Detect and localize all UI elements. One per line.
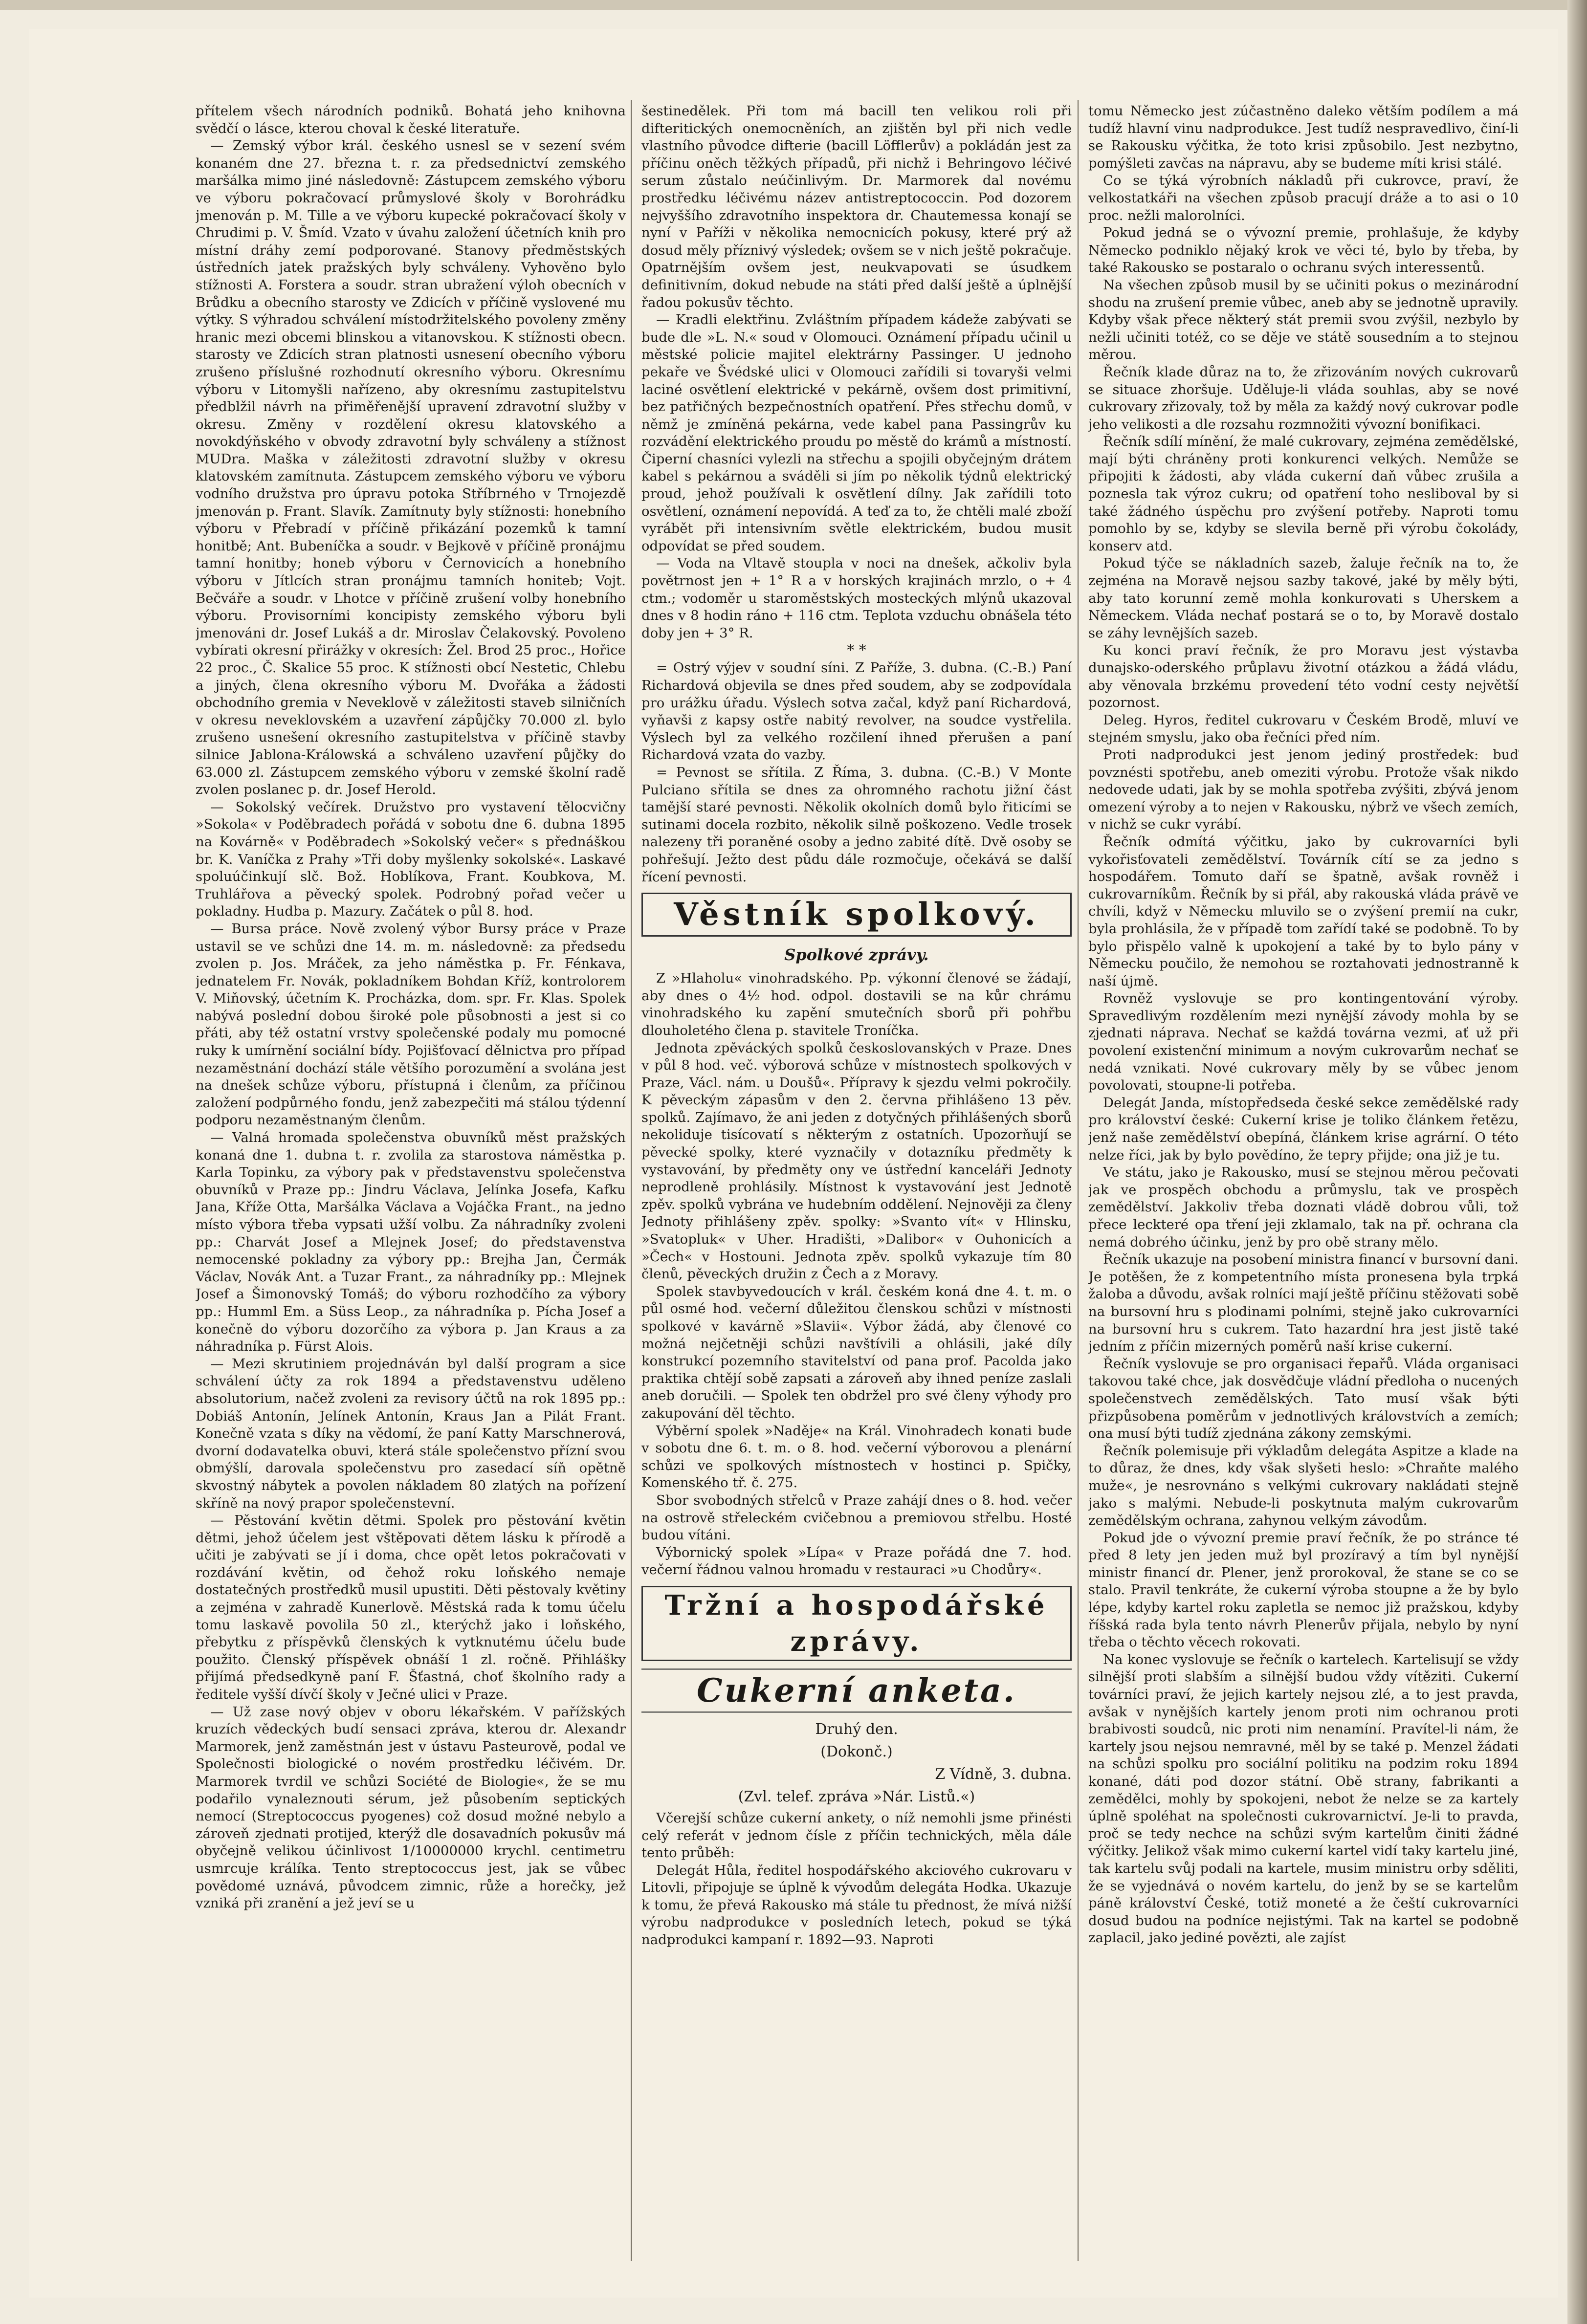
paragraph: — Valná hromada společenstva obuvníků měst pražských konaná dne 1. dubna t. r. zvolila za starostova náměstka p. Karla Topinku, za výbory pak v představenstvu společenstva obuvníků v Praze pp.: Jindru Václava, Jelínka Josefa, Kafku Jana, Kříže Otta, Maršálka Václava a Vojáčka Frant., na jedno místo výbora třeba vypsati užší volbu. Za náhradníky zvoleni pp.: Charvát Josef a Mlejnek Josef; do představenstva nemocenské pokladny za výbory pp.: Brejha Jan, Čermák Václav, Novák Ant. a Tuzar Frant., za náhradníky pp.: Mlejnek Josef a Šimonovský Tomáš; do výboru rozhodčího za výbory pp.: Humml Em. a Süss Leop., za náhradníka p. Pícha Josef a konečně do výboru dozorčího za výbora p. Jan Kraus a za náhradníka p. Fürst Alois. [196,1130,626,1355]
article-subtitle: Druhý den. [815,1720,898,1738]
paragraph: Ku konci praví řečník, že pro Moravu jest výstavba dunajsko-oderského průplavu životní otázkou a žádá vládu, aby věnovala brzkému provedení této vodní cesty největší pozornost. [1088,642,1519,711]
paragraph: Spolek stavbyvedoucích v král. českém koná dne 4. t. m. o půl osmé hod. večerní důležitou členskou schůzi v místnosti spolkové v kavárně »Slavii«. Výbor žádá, aby členové co možná nejčetněji schůzi navštívili a ohlásili, jaké díly konstrukcí pozemního stavitelství od pana prof. Pacolda jako praktika chtějí sobě zapsati a zároveň aby ihned peníze zaslali aneb doručili. — Spolek ten obdržel pro své členy výhody pro zakupování děl těchto. [641,1283,1072,1421]
section-heading-vestnik: Věstník spolkový. [641,893,1072,937]
paragraph: Z »Hlaholu« vinohradského. Pp. výkonní členové se žádají, aby dnes o 4½ hod. odpol. dostavili se na kůr chrámu vinohradského ku zapění smutečních sborů při pohřbu dlouholetého člena p. stavitele Troníčka. [641,970,1072,1038]
paragraph: Řečník ukazuje na posobení ministra financí v bursovní dani. Je potěšen, že z kompetentního místa pronesena byla trpká žaloba a důvodu, avšak rolníci mají ještě příčinu stěžovati sobě na bursovní hru s plodinami polními, stejně jako cukrovarníci na bursovní hru s cukrem. Tato hazardní hra jest jistě také jedním z příčin mizerných poměrů naší krise cukerní. [1088,1251,1519,1355]
paragraph: — Už zase nový objev v oboru lékařském. V pařížských kruzích vědeckých budí sensaci zpráva, kterou dr. Alexandr Marmorek, jenž zaměstnán jest v ústavu Pasteurově, podal ve Společnosti biologické o novém prostředku léčivém. Dr. Marmorek tvrdil ve schůzi Société de Biologie«, že se mu podařilo vynaleznouti sérum, jež působením septických nemocí (Streptococcus pyogenes) což dosud možné nebylo a zároveň zjednati protijed, kterýž dle dosavadních pokusův má obyčejně velikou účinlivost 1/10000000 krychl. centimetru usmrcuje králíka. Tento streptococcus jest, jak se vůbec povědomé uznává, původcem zimnic, růže a horečky, jež vzniká při zranění a jež jeví se u [196,1704,626,1911]
paragraph: Řečník polemisuje při výkladům delegáta Aspitze a klade na to důraz, že dnes, kdy však slyšeti heslo: »Chraňte malého muže«, je nesrovnáno s velkými cukrovary nakládati stejně jako s malými. Nebude-li poskytnuta malým cukrovarům zemědělským ochrana, zahynou velkým závodům. [1088,1443,1519,1529]
paragraph: — Pěstování květin dětmi. Spolek pro pěstování květin dětmi, jehož účelem jest vštěpovati dětem lásku k přírodě a učiti je zabývati se jí i doma, chce opět letos pokračovati v rozdávání květin, od čehož roku loňského nemaje dostatečných prostředků musil upustiti. Děti pěstovaly květiny a zejména v zahradě Kunerlově. Městská rada k tomu účelu tomu laskavě povolila 50 zl., kterýchž jako i loňského, přebytku z příspěvků členských k vytknutému účelu bude použito. Členský příspěvek obnáší 1 zl. ročně. Přihlášky přijímá předsedkyně paní F. Šťastná, choť školního rady a ředitele vyšší dívčí školy v Ječné ulici v Praze. [196,1513,626,1703]
column-rule-2 [1078,100,1079,2261]
dateline: Z Vídně, 3. dubna. [935,1765,1072,1783]
paragraph: — Zemský výbor král. českého usnesl se v sezení svém konaném dne 27. března t. r. za předsednictví zemského maršálka mimo jiné následovně: Zástupcem zemského výboru ve výboru pokračovací průmyslové školy v Borohrádku jmenován p. M. Tille a ve výboru kupecké pokračovací školy v Chrudimi p. V. Šmíd. Vzato v úvahu založení účetních knih pro místní dráhy zemí podporované. Stanovy předměstských ústředních jatek pražských byly schváleny. Vyhověno bylo stížnosti A. Forstera a soudr. stran ubražení výloh obecních v Brůdku a obecního starosty ve Zdicích v příčině vyslovené mu výtky. S výhradou schválení místodržitelského povoleny změny hranic mezi obcemi blinskou a vitanovskou. K stížnosti obecn. starosty ve Zdicích stran platnosti usnesení obecního výboru zrušeno příslušné rozhodnutí okresního výboru. Okresnímu výboru v Litomyšli nařízeno, aby okresnímu zastupitelstvu předblžil návrh na přiměřenější upravení zdravotní služby v okresu. Změny v rozdělení okresu klatovského a novokdýňského v obvody zdravotní byly schváleny a stížnost MUDra. Maška v záležitosti zdravotní služby v okresu klatovském zamítnuta. Zástupcem zemského výboru ve výboru vodního družstva pro úpravu potoka Stříbrného v Trnojezdě jmenován p. Frant. Slavík. Zamítnuty byly stížnosti: honebního výboru v Přebradí v příčině přikázání pozemků k tamní honitbě; Ant. Bubeníčka a soudr. v Bejkově v příčině pronájmu tamní honitby; honeb výboru v Černovicích a honebního výboru v Jítlcích stran pronájmu tamních honiteb; Vojt. Bečváře a soudr. v Lhotce v příčině zrušení volby honebního výboru. Provisorními koncipisty zemského výboru byli jmenováni dr. Josef Lukáš a dr. Miroslav Čelakovský. Povoleno vybírati okresní přirážky v okresích: Žel. Brod 25 proc., Hořice 22 proc., Č. Skalice 55 proc. K stížnosti obcí Nestetic, Chlebu a jiných, člena okresního výboru M. Dvořáka a žádosti obchodního gremia v Neveklově v záležitosti staveb silničních v okresu neveklovském a uzavření zápůjčky 70.000 zl. bylo zrušeno usnešení okresního zastupitelstva v příčině stavby silnice Jablona-Králowská a schváleno uzavření půjčky do 63.000 zl. Zástupcem zemského výboru v zemské školní radě zvolen poslanec p. dr. Josef Herold. [196,138,626,798]
paragraph: Na konec vyslovuje se řečník o kartelech. Kartelisují se vždy silnější proti slabším a silnější budou vždy vítěziti. Cukerní továrníci praví, že jejich kartely nejsou zlé, a to jest pravda, avšak v nynějších kartely jenom proti nim ochranou proti brabivosti soudců, nic proti nim nenamíní. Pravítel-li nám, že kartely jsou nejsou nemravné, měl by se také p. Menzel žádati na schůzi spolku pro sociální politiku na podzim roku 1894 konané, dáti pod dozor státní. Obě strany, fabrikanti a zemědělci, mohly by spokojeni, nebot že nelze se za kartely úplně spoléhat na společnosti cukrovarnictví. Je-li to pravda, proč se tedy nechce na schůzi svým kartelům činiti žádné výčitky. Jelikož však mimo cukerní kartel vidí taky kartelu jiné, tak kartelu svůj podali na kartele, musim ministru orby sděliti, že se vyjednává o novém kartelu, do jenž by se se kartelům páně království České, totiž moneté a že čeští cukrovarníci dosud budou na podníce nejistými. Tak na kartel se podobně zaplacil, jako jediné povězti, ale zajíst [1088,1651,1519,1946]
paragraph: Co se týká výrobních nákladů při cukrovce, praví, že velkostatkáři na všechen způsob pracují dráže a to asi o 10 proc. nežli malorolníci. [1088,173,1519,223]
article-heading-cukerni-anketa: Cukerní anketa. [641,1668,1072,1713]
paragraph: šestinedělek. Při tom má bacill ten velikou roli při difteritických onemocněních, an zjištěn byl při nich vedle vlastního původce difterie (bacill Löfflerův) a pokládán jest za příčinu oněch těžkých případů, při nichž i Behringovo léčivé serum zůstalo neúčinlivým. Dr. Marmorek dal novému prostředku léčivému název antistreptococcin. Pod dozorem nejvyššího zdravotního inspektora dr. Chautemessa konají se nyní v Paříži v několika nemocnicích pokusy, které prý až dosud měly příznivý výsledek; ovšem se v nich ještě pokračuje. Opatrnějším ovšem jest, neukvapovati se úsudkem definitivním, dokud nebude na státi před další ještě a úplnější řadou pokusův těchto. [641,103,1072,310]
page-edge-top [0,0,1587,10]
paragraph: — Kradli elektřinu. Zvláštním případem kádeže zabývati se bude dle »L. N.« soud v Olomouci. Oznámení případu učinil u městské policie majitel elektrárny Passinger. U jednoho pekaře ve Švédské ulici v Olomouci zařídili si tovaryši velmi laciné osvětlení elektrické v pekárně, ovšem dost primitivní, bez patřičných bezpečnostních opatření. Přes střechu domů, v němž je zmíněná pekárna, vede kabel pana Passingrův ku rozvádění elektrického proudu po městě do krámů a místností. Čiperní chasníci vylezli na střechu a spojili obyčejným drátem kabel s pekárnou a sváděli si jím po několik týdnů elektrický proud, jehož používali k osvětlení dílny. Jak zařídili toto osvětlení, oznámení nepovídá. A teď za to, že chtěli malé zboží vyrábět při intensivním světle elektrickém, budou musit odpovídat se před soudem. [641,312,1072,554]
paragraph: Řečník sdílí mínění, že malé cukrovary, zejména zemědělské, mají býti chráněny proti konkurenci velkých. Nemůže se připojiti k žádosti, aby vláda cukerní daň vůbec zrušila a poznesla tak výroz cukru; od opatření toho nesliboval by si také žádného úspěchu pro zvýšení potřeby. Naproti tomu pomohlo by se, kdyby se slevila berně při výrobu čokolády, konserv atd. [1088,434,1519,554]
paragraph: Včerejší schůze cukerní ankety, o níž nemohli jsme přinésti celý referát v jednom čísle z příčin technických, měla dále tento průběh: [641,1810,1072,1861]
paragraph: = Pevnost se sřítila. Z Říma, 3. dubna. (C.-B.) V Monte Pulciano sřítila se dnes za ohromného rachotu jižní část tamější staré pevnosti. Několik okolních domů bylo řiticími se sutinami docela rozbito, několik silně poškozeno. Vedle trosek nalezeny tři poraněné osoby a jedno zabité dítě. Dvě osoby se pohřešují. Ježto dest půdu dále rozmočuje, očekává se další řícení pevnosti. [641,764,1072,885]
paragraph: Sbor svobodných střelců v Praze zahájí dnes o 8. hod. večer na ostrově střeleckém cvičebnou a premiovou střelbu. Hosté budou vítáni. [641,1492,1072,1543]
paragraph: Na všechen způsob musil by se učiniti pokus o mezinárodní shodu na zrušení premie vůbec, aneb aby se jednotně upravily. Kdyby však přece některý stát premii svou zvýšil, nezbylo by nežli učiniti totéž, co se děje ve státě sousedním a to stejnou měrou. [1088,277,1519,363]
paragraph: — Mezi skrutiniem projednáván byl další program a sice schválení účty za rok 1894 a představenstvu uděleno absolutorium, načež zvoleni za revisory účtů na rok 1895 pp.: Dobiáš Antonín, Jelínek Antonín, Kraus Jan a Pilát Frant. Konečně vzata s díky na vědomí, že paní Katty Marschnerová, dvorní dodavatelka obuvi, která stále společenstvo přízní svou obmýšlí, darovala společenstvu pro zasedací síň opětně skvostný nábytek a povolen nákladem 80 zlatých na pořízení skříně na nový prapor společenstevní. [196,1356,626,1511]
paragraph: Řečník odmítá výčitku, jako by cukrovarníci byli vykořisťovateli zemědělství. Továrník cítí se za jedno s hospodářem. Tomuto daří se špatně, avšak rovněž i cukrovarníkům. Řečník by si přál, aby rakouská vláda právě ve chvíli, když v Německu mluvilo se o zvýšení premií na cukr, byla prohlásila, že v případě tom zařídí také se podobně. To by bylo přispělo valně k upokojení a také by to bylo pány v Německu poučilo, že nemohou se roztahovati jednostranně k naší újmě. [1088,833,1519,989]
paragraph: Řečník vyslovuje se pro organisaci řepařů. Vláda organisaci takovou také chce, jak dosvědčuje vládní předloha o nucených společenstvech zemědělských. Tato musí však býti přizpůsobena poměrům v jednotlivých královstvích a zemích; ona musí býti tudíž zjednána zákony zemskými. [1088,1356,1519,1442]
subheading-spolkove-zpravy: Spolkové zprávy. [784,945,929,965]
section-separator: * * [847,642,866,659]
paragraph: tomu Německo jest zúčastněno daleko větším podílem a má tudíž hlavní vinu nadprodukce. Jest tudíž nespravedlivo, činí-li se Rakousku výčitka, že toto krisi způsobilo. Jest nezbytno, pomýšleti zavčas na nápravu, aby se budeme míti krisi stálé. [1088,103,1519,171]
paragraph: Výbornický spolek »Lípa« v Praze pořádá dne 7. hod. večerní řádnou valnou hromadu v restauraci »u Chodůry«. [641,1544,1072,1578]
column-1 [196,103,626,2258]
paragraph: — Bursa práce. Nově zvolený výbor Bursy práce v Praze ustavil se ve schůzi dne 14. m. m. následovně: za předsedu zvolen p. Jos. Mráček, za jeho náměstka p. Fr. Fénkava, jednatelem Fr. Novák, pokladníkem Bohdan Kříž, kontrolorem V. Miňovský, účetním K. Procházka, dom. spr. Fr. Klas. Spolek nabývá poslední dobou široké pole působnosti a jest si co přáti, aby též ostatní vrstvy společenské podaly mu pomocné ruky k umírnění sociální bídy. Pojišťovací dělnictva pro případ nezaměstnání dochází stále většího porozumění a svolána jest na dnešek schůze výboru, přístupná i členům, za příčinou založení podpůrného fondu, jenž zabezpečiti má stálou týdenní podporu nezaměstnaným členům. [196,921,626,1128]
paragraph: Pokud jde o vývozní premie praví řečník, že po stránce té před 8 lety jen jeden muž byl prozíravý a tím byl nynější ministr financí dr. Plener, jenž prorokoval, že stane se co se stalo. Pravil tenkráte, že cukerní výroba stoupne a že by bylo lépe, kdyby kartel roku zapletla se nemoc již pražskou, kdyby říšská rada byla tento návrh Plenerův přijala, nebylo by nyní třeba o těchto věcech rokovati. [1088,1530,1519,1650]
paragraph: Rovněž vyslovuje se pro kontingentování výroby. Spravedlivým rozdělením mezi nynější závody mohla by se zjednati náprava. Nechať se každá továrna vezmi, ať už při povolení existenční minimum a novým cukrovarům nechať se nedá vznikati. Nové cukrovary měly by se vůbec jenom povolovati, stoupne-li potřeba. [1088,990,1519,1094]
paragraph: Jednota zpěváckých spolků českoslovanských v Praze. Dnes v půl 8 hod. več. výborová schůze v místnostech spolkových v Praze, Václ. nám. u Doušů«. Přípravy k sjezdu velmi pokročily. K pěveckým zápasům v den 2. června přihlášeno 13 pěv. spolků. Zajímavo, že ani jeden z dotyčných přihlášených sborů nekoliduje tisícovatí s některým z ostatních. Upozorňují se pěvecké spolky, které vyznačily v dotazníku předměty k vystavování, by předměty ony ve ústřední kanceláři Jednoty neprodleně prohlásily. Místnost k vystavování jest Jednotě zpěv. spolků vybrána ve hudebním oddělení. Nejnověji za členy Jednoty přihlášeny zpěv. spolky: »Svanto vít« v Hlinsku, »Svatopluk« v Uher. Hradišti, »Dalibor« v Ouhonicích a »Čech« v Hostouni. Jednota zpěv. spolků vykazuje tím 80 členů, pěveckých družin z Čech a z Moravy. [641,1040,1072,1282]
paragraph: Pokud týče se nákladních sazeb, žaluje řečník na to, že zejména na Moravě nejsou sazby takové, jaké by měly býti, aby tato korunní země mohla konkurovati s Uherskem a Německem. Vláda nechať postará se o to, by Moravě dostalo se záhy levnějších sazeb. [1088,555,1519,641]
paragraph: — Voda na Vltavě stoupla v noci na dnešek, ačkoliv byla povětrnost jen + 1° R a v horských krajinách mrzlo, o + 4 ctm.; vodoměr u staroměstských mosteckých mlýnů ukazoval dnes v 8 hodin ráno + 116 ctm. Teplota vzduchu obnášela této doby jen + 3° R. [641,555,1072,641]
paragraph: Pokud jedná se o vývozní premie, prohlašuje, že kdyby Německo podniklo nějaký krok ve věci té, bylo by třeba, by také Rakousko se postaralo o ochranu svých interessentů. [1088,225,1519,276]
source-note: (Zvl. telef. zpráva »Nár. Listů.«) [738,1788,975,1805]
paragraph: Řečník klade důraz na to, že zřizováním nových cukrovarů se situace zhoršuje. Uděluje-li vláda souhlas, aby se nové cukrovary zřizovaly, tož by měla za každý nový cukrovar podle jeho velikosti a dle rozsahu rozmnožiti vývozní bonifikaci. [1088,364,1519,432]
paragraph: = Ostrý výjev v soudní síni. Z Paříže, 3. dubna. (C.-B.) Paní Richardová objevila se dnes před soudem, aby se zodpovídala pro urážku úřadu. Výslech sotva začal, když paní Richardová, vyňavši z kapsy ostře nabitý revolver, na soudce vystřelila. Výslech byl za velkého rozčilení ihned přerušen a paní Richardová vzata do vazby. [641,660,1072,763]
section-heading-trzni: Tržní a hospodářské zprávy. [641,1586,1072,1661]
paragraph: Ve státu, jako je Rakousko, musí se stejnou měrou pečovati jak ve prospěch obchodu a průmyslu, tak ve prospěch zemědělství. Jakkoliv třeba doznati vládě dobrou vůli, tož přece leckteré opa tření jeji zklamalo, tak na př. ochrana cla nemá dobrého účinku, jenž by pro obě strany mělo. [1088,1164,1519,1250]
paragraph: přítelem všech národních podniků. Bohatá jeho knihovna svědčí o lásce, kterou choval k české literatuře. [196,103,626,136]
article-note: (Dokonč.) [820,1743,893,1760]
column-rule-1 [631,100,632,2261]
paragraph: — Sokolský večírek. Družstvo pro vystavení tělocvičny »Sokola« v Poděbradech pořádá v sobotu dne 6. dubna 1895 na Kovárně« v Poděbradech »Sokolský večer« s přednáškou br. K. Vaníčka z Prahy »Tři doby myšlenky sokolské«. Laskavé spoluúčinkují slč. Bož. Hoblíkova, Frant. Koubkova, M. Truhlářova a pěvecký spolek. Podrobný pořad večer u pokladny. Hudba p. Mazury. Začátek o půl 8. hod. [196,799,626,920]
paragraph: Delegát Janda, místopředseda české sekce zemědělské rady pro království české: Cukerní krise je toliko článkem řetězu, jenž naše zemědělství obepíná, článkem krise agrární. O této nelze říci, jak by bylo povědíno, že tepry přijde; ona již je tu. [1088,1095,1519,1163]
paragraph: Deleg. Hyros, ředitel cukrovaru v Českém Brodě, mluví ve stejném smyslu, jako oba řečníci před ním. [1088,712,1519,745]
page-edge-right [1567,0,1587,2324]
paragraph: Proti nadprodukci jest jenom jediný prostředek: buď povznésti spotřebu, aneb omeziti výrobu. Protože však nikdo nedovede udati, jak by se mohla spotřeba zvýšiti, zbývá jenom omezení výroby a to nejen v Rakousku, nýbrž ve všech zemích, v nichž se cukr vyrábí. [1088,746,1519,833]
paragraph: Delegát Hůla, ředitel hospodářského akciového cukrovaru v Litovli, připojuje se úplně k vývodům delegáta Hodka. Ukazuje k tomu, že převá Rakousko má stále tu přednost, že mívá nižší výrobu nadprodukce v posledních letech, pokud se týká nadprodukci kampaní r. 1892—93. Naproti [641,1862,1072,1948]
column-3 [1088,103,1519,2258]
paragraph: Výběrní spolek »Naděje« na Král. Vinohradech konati bude v sobotu dne 6. t. m. o 8. hod. večerní výborovou a plenární schůzi ve spolkových místnostech v hostinci p. Spičky, Komenského tř. č. 275. [641,1423,1072,1491]
column-2 [641,103,1072,2258]
